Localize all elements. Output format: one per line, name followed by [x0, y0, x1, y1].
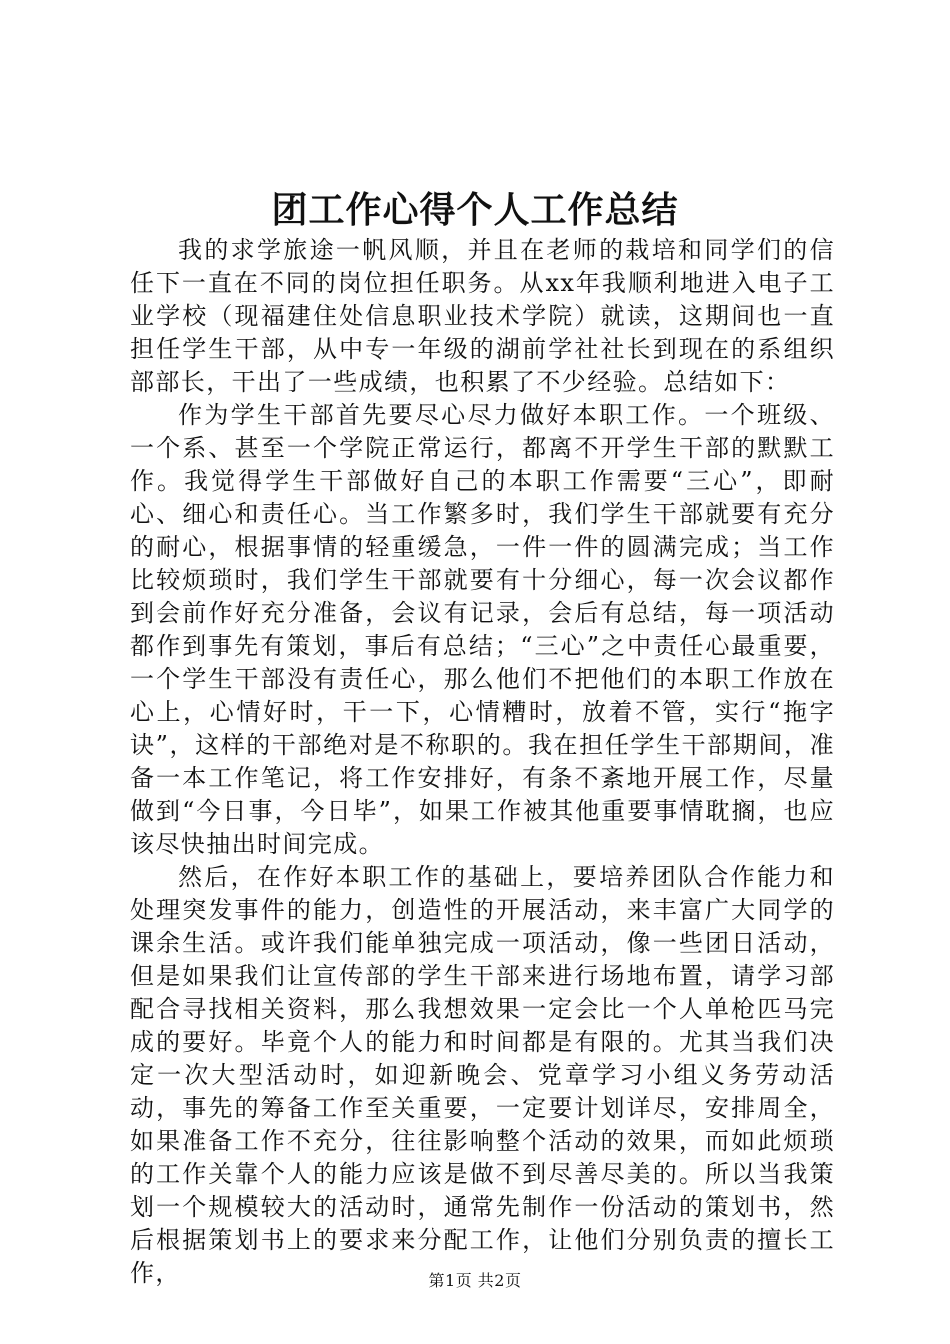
paragraph-teamwork: 然后，在作好本职工作的基础上，要培养团队合作能力和处理突发事件的能力，创造性的开展活动，来丰富广大同学的课余生活。或许我们能单独完成一项活动，像一些团日活动，但是如果我们让宣传部的学生干部来进行场地布置，请学习部配合寻找相关资料，那么我想效果一定会比一个人单枪匹马完成的要好。毕竟个人的能力和时间都是有限的。尤其当我们决定一次大型活动时，如迎新晚会、党章学习小组义务劳动活动，事先的筹备工作至关重要，一定要计划详尽，安排周全，如果准备工作不充分，往往影响整个活动的效果，而如此烦琐的工作关靠个人的能力应该是做不到尽善尽美的。所以当我策划一个规模较大的活动时，通常先制作一份活动的策划书，然后根据策划书上的要求来分配工作，让他们分别负责的擅长工作， — [130, 863, 835, 1287]
page-number: 第1页 共2页 — [428, 1271, 522, 1290]
document-title: 团工作心得个人工作总结 — [271, 189, 679, 231]
document-body — [130, 234, 835, 1290]
paragraph-duties: 作为学生干部首先要尽心尽力做好本职工作。一个班级、一个系、甚至一个学院正常运行，都离不开学生干部的默默工作。我觉得学生干部做好自己的本职工作需要“三心”，即耐心、细心和责任心。当工作繁多时，我们学生干部就要有充分的耐心，根据事情的轻重缓急，一件一件的圆满完成；当工作比较烦琐时，我们学生干部就要有十分细心，每一次会议都作到会前作好充分准备，会议有记录，会后有总结，每一项活动都作到事先有策划，事后有总结；“三心”之中责任心最重要，一个学生干部没有责任心，那么他们不把他们的本职工作放在心上，心情好时，干一下，心情糟时，放着不管，实行“拖字诀”，这样的干部绝对是不称职的。我在担任学生干部期间，准备一本工作笔记，将工作安排好，有条不紊地开展工作，尽量做到“今日事，今日毕”，如果工作被其他重要事情耽搁，也应该尽快抽出时间完成。 — [130, 401, 835, 858]
page-footer — [0, 1271, 950, 1291]
paragraph-intro: 我的求学旅途一帆风顺，并且在老师的栽培和同学们的信任下一直在不同的岗位担任职务。从xx年我顺利地进入电子工业学校（现福建住处信息职业技术学院）就读，这期间也一直担任学生干部，从中专一年级的湖前学社社长到现在的系组织部部长，干出了一些成绩，也积累了不少经验。总结如下： — [130, 236, 835, 396]
